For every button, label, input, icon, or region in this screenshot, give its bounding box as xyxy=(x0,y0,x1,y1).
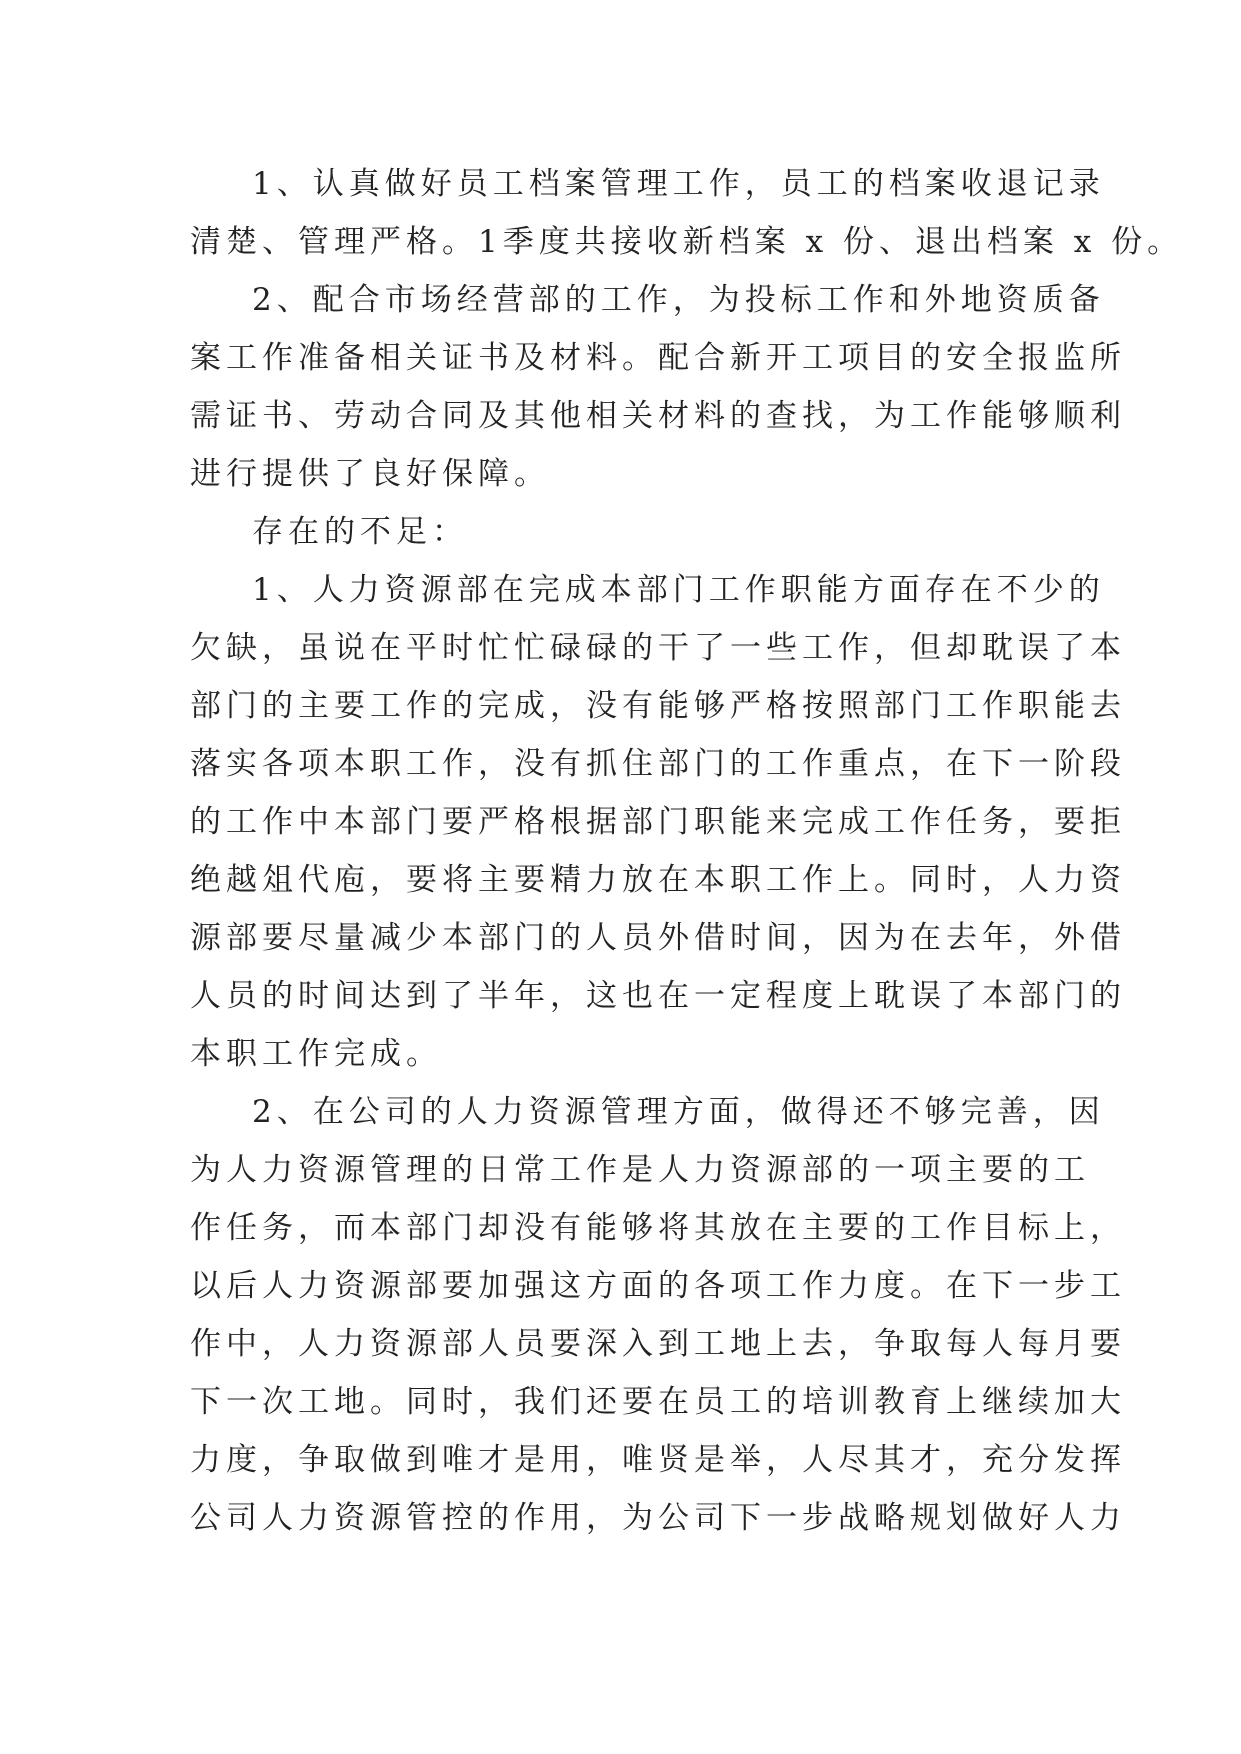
text-line: 公司人力资源管控的作用，为公司下一步战略规划做好人力 xyxy=(190,1500,1126,1536)
text-line: 案工作准备相关证书及材料。配合新开工项目的安全报监所 xyxy=(190,340,1126,376)
text-line: 作任务，而本部门却没有能够将其放在主要的工作目标上， xyxy=(190,1210,1126,1246)
text-line: 进行提供了良好保障。 xyxy=(190,456,550,492)
text-line: 清楚、管理严格。1季度共接收新档案 x 份、退出档案 x 份。 xyxy=(190,224,1184,260)
document-body xyxy=(190,155,1184,1547)
text-line: 源部要尽量减少本部门的人员外借时间，因为在去年，外借 xyxy=(190,920,1126,956)
text-line: 绝越俎代庖，要将主要精力放在本职工作上。同时，人力资 xyxy=(190,862,1126,898)
text-line: 欠缺，虽说在平时忙忙碌碌的干了一些工作，但却耽误了本 xyxy=(190,630,1126,666)
section-heading: 存在的不足： xyxy=(252,514,468,550)
text-line: 1、人力资源部在完成本部门工作职能方面存在不少的 xyxy=(252,572,1105,608)
text-line: 落实各项本职工作，没有抓住部门的工作重点，在下一阶段 xyxy=(190,746,1126,782)
text-line: 的工作中本部门要严格根据部门职能来完成工作任务，要拒 xyxy=(190,804,1126,840)
text-line: 2、配合市场经营部的工作，为投标工作和外地资质备 xyxy=(252,282,1105,318)
text-line: 以后人力资源部要加强这方面的各项工作力度。在下一步工 xyxy=(190,1268,1126,1304)
text-line: 作中，人力资源部人员要深入到工地上去，争取每人每月要 xyxy=(190,1326,1126,1362)
text-line: 力度，争取做到唯才是用，唯贤是举，人尽其才，充分发挥 xyxy=(190,1442,1126,1478)
text-line: 需证书、劳动合同及其他相关材料的查找，为工作能够顺利 xyxy=(190,398,1126,434)
text-line: 下一次工地。同时，我们还要在员工的培训教育上继续加大 xyxy=(190,1384,1126,1420)
text-line: 部门的主要工作的完成，没有能够严格按照部门工作职能去 xyxy=(190,688,1126,724)
text-line: 为人力资源管理的日常工作是人力资源部的一项主要的工 xyxy=(190,1152,1090,1188)
text-line: 2、在公司的人力资源管理方面，做得还不够完善，因 xyxy=(252,1094,1105,1130)
text-line: 本职工作完成。 xyxy=(190,1036,442,1072)
text-line: 1、认真做好员工档案管理工作，员工的档案收退记录 xyxy=(252,166,1105,202)
text-line: 人员的时间达到了半年，这也在一定程度上耽误了本部门的 xyxy=(190,978,1126,1014)
